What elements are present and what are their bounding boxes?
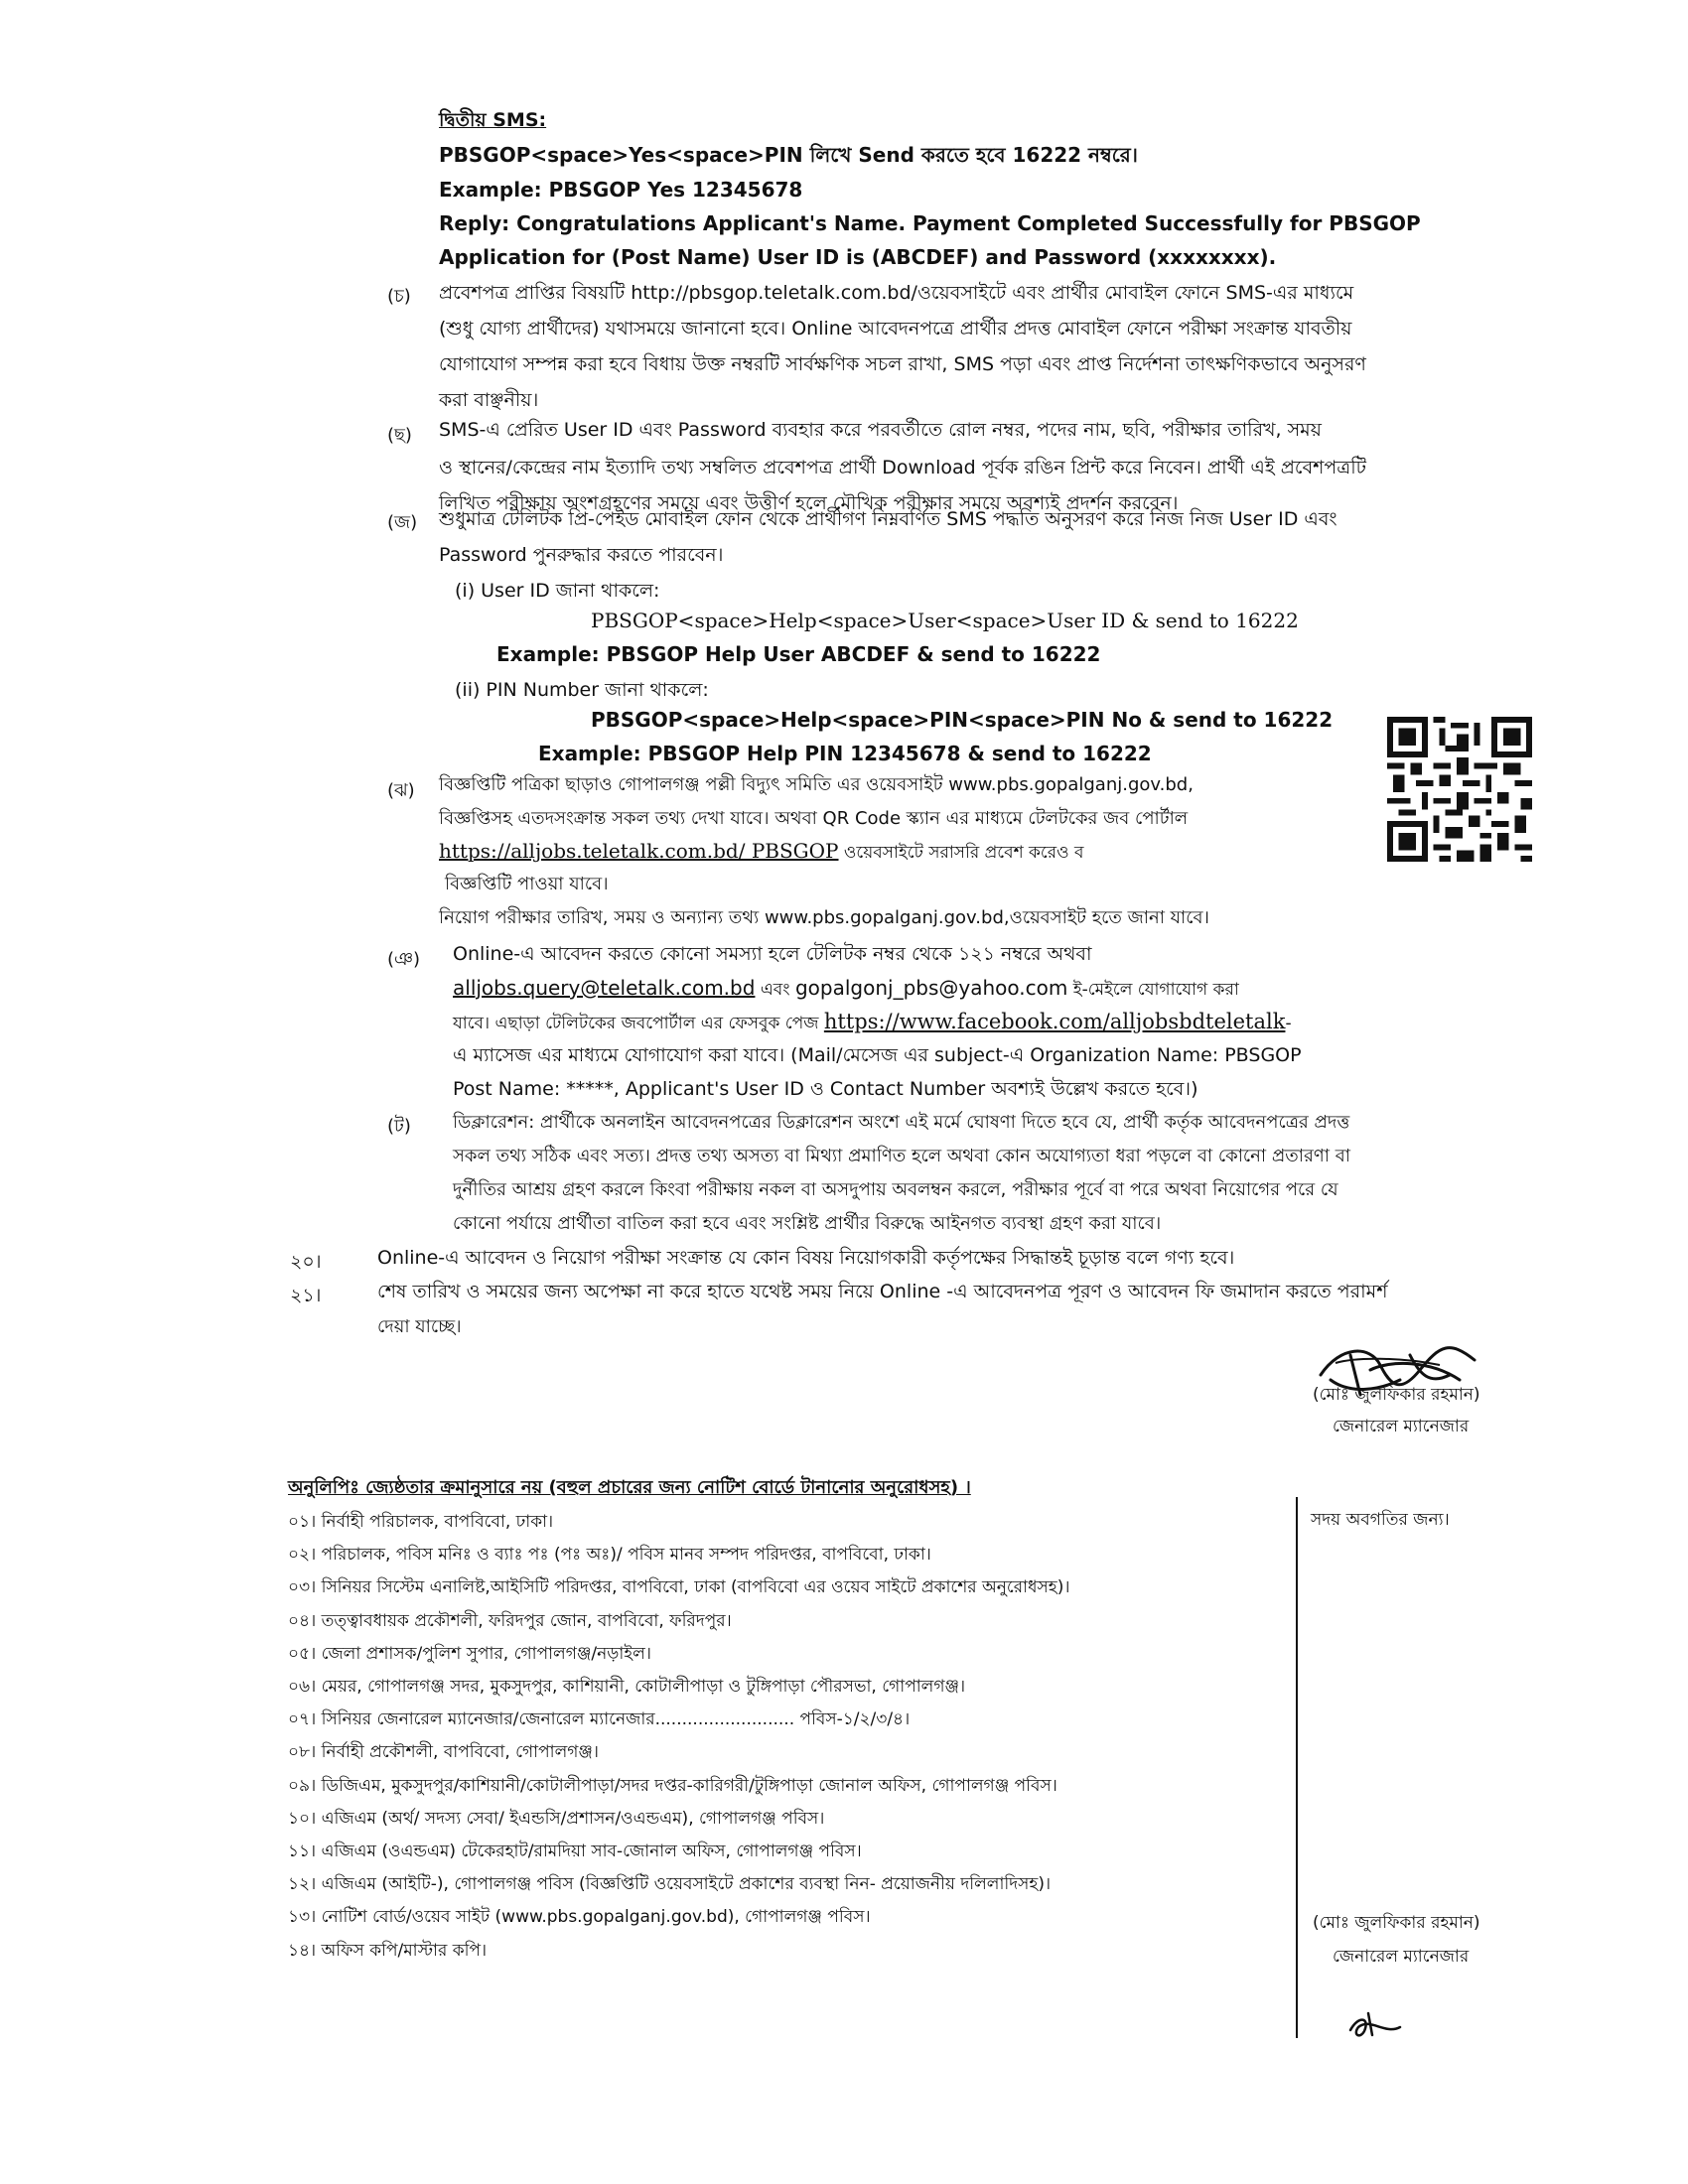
signature1-name: (মোঃ জুলফিকার রহমান): [1313, 1385, 1480, 1405]
item-nio-line3: [453, 1009, 1292, 1036]
item-nio-line4: এ ম্যাসেজ এর মাধ্যমে যোগাযোগ করা যাবে। (Mail/মেসেজ এর subject-এ Organization Name: PBSGOP: [453, 1044, 1302, 1066]
item-chha-marker: (ছ): [387, 425, 412, 446]
alljobs-portal-link[interactable]: https://alljobs.teletalk.com.bd/ PBSGOP: [439, 839, 839, 863]
second-sms-reply-2: Application for (Post Name) User ID is (ABCDEF) and Password (xxxxxxxx).: [439, 245, 1277, 269]
alljobs-query-email-link[interactable]: alljobs.query@teletalk.com.bd: [453, 976, 756, 1000]
item-jha-line5: নিয়োগ পরীক্ষার তারিখ, সময় ও অন্যান্য তথ্য www.pbs.gopalganj.gov.bd,ওয়েবসাইট হতে জানা যাবে।: [439, 907, 1209, 928]
item-ja-line2: Password পুনরুদ্ধার করতে পারবেন।: [439, 544, 724, 566]
copy-list-item: ১১। এজিএম (ওএন্ডএম) টেকেরহাট/রামদিয়া সাব-জোনাল অফিস, গোপালগঞ্জ পবিস।: [288, 1842, 862, 1861]
copy-list-item: ০৩। সিনিয়র সিস্টেম এনালিষ্ট,আইসিটি পরিদপ্তর, বাপবিবো, ঢাকা (বাপবিবো এর ওয়েব সাইটে প্রকাশের অনুরোধসহ)।: [288, 1577, 1070, 1598]
second-sms-heading: দ্বিতীয় SMS:: [439, 109, 547, 131]
item-nio-marker: (ঞ): [387, 949, 421, 970]
copy-list-item: ১৩। নোটিশ বোর্ড/ওয়েব সাইট (www.pbs.gopalganj.gov.bd), গোপালগঞ্জ পবিস।: [288, 1907, 871, 1928]
item-ja-sub2-example: Example: PBSGOP Help PIN 12345678 & send to 16222: [538, 742, 1152, 765]
qr-code-icon[interactable]: [1385, 717, 1534, 862]
copy-list-item: ০৪। তত্ত্বাবধায়ক প্রকৌশলী, ফরিদপুর জোন, বাপবিবো, ফরিদপুর।: [288, 1610, 732, 1631]
item-ja-sub1-command: PBSGOP<space>Help<space>User<space>User ID & send to 16222: [591, 609, 1299, 632]
item-chha-line3: লিখিত পরীক্ষায় অংশগ্রহণের সময়ে এবং উত্তীর্ণ হলে মৌখিক পরীক্ষার সময়ে অবশ্যই প্রদর্শন করবেন।: [439, 492, 1179, 514]
item-nio-line2-rest: ই-মেইলে যোগাযোগ করা: [1067, 980, 1239, 1000]
item-ja-sub1-label: (i) User ID জানা থাকলে:: [455, 580, 660, 602]
copy-list-divider: [1296, 1497, 1298, 2038]
item-jha-line1: বিজ্ঞপ্তিটি পত্রিকা ছাড়াও গোপালগঞ্জ পল্লী বিদ্যুৎ সমিতি এর ওয়েবসাইট www.pbs.gopalganj.gov.bd,: [439, 774, 1194, 795]
item-ja-line1: শুধুমাত্র টেলিটক প্রি-পেইড মোবাইল ফোন থেকে প্রার্থীগণ নিম্নবর্ণিত SMS পদ্ধতি অনুসরণ করে নিজ নিজ User ID এবং: [439, 508, 1337, 530]
item-cha-line4: করা বাঞ্ছনীয়।: [439, 389, 539, 411]
point-21-line2: দেয়া যাচ্ছে।: [377, 1316, 462, 1337]
copy-list-item: ০৮। নির্বাহী প্রকৌশলী, বাপবিবো, গোপালগঞ্জ।: [288, 1742, 599, 1763]
item-ta-line3: দুর্নীতির আশ্রয় গ্রহণ করলে কিংবা পরীক্ষায় নকল বা অসদুপায় অবলম্বন করলে, পরীক্ষার পূর্বে বা পরে অথবা নিয়োগের পরে যে: [453, 1179, 1338, 1200]
item-nio-line3-end: -: [1285, 1014, 1292, 1033]
item-chha-line1: SMS-এ প্রেরিত User ID এবং Password ব্যবহার করে পরবর্তীতে রোল নম্বর, পদের নাম, ছবি, পরীক্ষার তারিখ, সময়: [439, 419, 1322, 441]
item-cha-line3: যোগাযোগ সম্পন্ন করা হবে বিধায় উক্ত নম্বরটি সার্বক্ষণিক সচল রাখা, SMS পড়া এবং প্রাপ্ত নির্দেশনা তাৎক্ষণিকভাবে অনুসরণ: [439, 353, 1366, 375]
second-sms-reply-1: Reply: Congratulations Applicant's Name. Payment Completed Successfully for PBSGOP: [439, 211, 1421, 235]
item-ja-sub2-command: PBSGOP<space>Help<space>PIN<space>PIN No & send to 16222: [591, 708, 1334, 732]
second-sms-line: PBSGOP<space>Yes<space>PIN লিখে Send করতে হবে 16222 নম্বরে।: [439, 143, 1138, 167]
copy-list-item: ০৯। ডিজিএম, মুকসুদপুর/কাশিয়ানী/কোটালীপাড়া/সদর দপ্তর-কারিগরী/টুঙ্গিপাড়া জোনাল অফিস, গোপালগঞ্জ পবিস।: [288, 1775, 1057, 1796]
copy-list-item: ০৭। সিনিয়র জেনারেল ম্যানেজার/জেনারেল ম্যানেজার.......................... পবিস-১/২/৩/৪।: [288, 1709, 911, 1730]
item-cha-marker: (চ): [387, 286, 411, 307]
copy-list-item: ১০। এজিএম (অর্থ/ সদস্য সেবা/ ইএন্ডসি/প্রশাসন/ওএন্ডএম), গোপালগঞ্জ পবিস।: [288, 1808, 825, 1829]
initial-signature-image: [1340, 2005, 1410, 2045]
point-21-number: ২১।: [290, 1285, 322, 1306]
point-20-text: Online-এ আবেদন ও নিয়োগ পরীক্ষা সংক্রান্ত যে কোন বিষয় নিয়োগকারী কর্তৃপক্ষের সিদ্ধান্তই চূড়ান্ত বলে গণ্য হবে।: [377, 1247, 1235, 1269]
item-jha-line4: বিজ্ঞপ্তিটি পাওয়া যাবে।: [445, 874, 609, 894]
item-chha-line2: ও স্থানের/কেন্দ্রের নাম ইত্যাদি তথ্য সম্বলিত প্রবেশপত্র প্রার্থী Download পূর্বক রঙিন প্রিন্ট করে নিবেন। প্রার্থী এই প্রবেশপত্রটি: [439, 457, 1367, 478]
item-jha-line3-rest: ওয়েবসাইটে সরাসরি প্রবেশ করেও ব: [838, 843, 1084, 863]
copy-list-item: ০৬। মেয়র, গোপালগঞ্জ সদর, মুকসুদপুর, কাশিয়ানী, কোটালীপাড়া ও টুঙ্গিপাড়া পৌরসভা, গোপালগঞ্জ।: [288, 1677, 966, 1697]
item-ta-line4: কোনো পর্যায়ে প্রার্থীতা বাতিল করা হবে এবং সংশ্লিষ্ট প্রার্থীর বিরুদ্ধে আইনগত ব্যবস্থা গ্রহণ করা যাবে।: [453, 1213, 1162, 1234]
item-nio-line1: Online-এ আবেদন করতে কোনো সমস্যা হলে টেলিটক নম্বর থেকে ১২১ নম্বরে অথবা: [453, 943, 1092, 965]
second-sms-example: Example: PBSGOP Yes 12345678: [439, 178, 803, 202]
item-nio-line3-text: যাবে। এছাড়া টেলিটকের জবপোর্টাল এর ফেসবুক পেজ: [453, 1014, 824, 1033]
copy-list-item: ০১। নির্বাহী পরিচালক, বাপবিবো, ঢাকা।: [288, 1512, 554, 1532]
signature2-name: (মোঃ জুলফিকার রহমান): [1313, 1913, 1480, 1933]
item-jha-marker: (ঝ): [387, 780, 415, 801]
copy-list-item: ০৫। জেলা প্রশাসক/পুলিশ সুপার, গোপালগঞ্জ/নড়াইল।: [288, 1643, 651, 1664]
copy-list-side-note: সদয় অবগতির জন্য।: [1311, 1510, 1450, 1530]
point-20-number: ২০।: [290, 1251, 322, 1273]
signature2-title: জেনারেল ম্যানেজার: [1333, 1947, 1470, 1967]
item-jha-line2: বিজ্ঞপ্তিসহ এতদসংক্রান্ত সকল তথ্য দেখা যাবে। অথবা QR Code স্ক্যান এর মাধ্যমে টেলটকের জব পোর্টাল: [439, 808, 1189, 829]
signature1-title: জেনারেল ম্যানেজার: [1333, 1417, 1470, 1436]
item-ta-line1: ডিক্লারেশন: প্রার্থীকে অনলাইন আবেদনপত্রের ডিক্লারেশন অংশে এই মর্মে ঘোষণা দিতে হবে যে, প্রার্থী কর্তৃক আবেদনপত্রের প্রদত্ত: [453, 1112, 1350, 1133]
item-ta-line2: সকল তথ্য সঠিক এবং সত্য। প্রদত্ত তথ্য অসত্য বা মিথ্যা প্রমাণিত হলে অথবা কোন অযোগ্যতা ধরা পড়লে বা কোনো প্রতারণা বা: [453, 1146, 1350, 1166]
copy-list-item: ০২। পরিচালক, পবিস মনিঃ ও ব্যাঃ পঃ (পঃ অঃ)/ পবিস মানব সম্পদ পরিদপ্তর, বাপবিবো, ঢাকা।: [288, 1545, 931, 1566]
copy-list-item: ১৪। অফিস কপি/মাস্টার কপি।: [288, 1940, 488, 1961]
copy-list-item: ১২। এজিএম (আইটি-), গোপালগঞ্জ পবিস (বিজ্ঞপ্তিটি ওয়েবসাইটে প্রকাশের ব্যবস্থা নিন- প্রয়োজনীয় দলিলাদিসহ)।: [288, 1874, 1052, 1895]
item-ja-sub2-label: (ii) PIN Number জানা থাকলে:: [455, 679, 709, 701]
item-ja-sub1-example: Example: PBSGOP Help User ABCDEF & send to 16222: [496, 642, 1101, 666]
item-jha-line3: [439, 838, 1084, 866]
item-nio-line5: Post Name: *****, Applicant's User ID ও Contact Number অবশ্যই উল্লেখ করতে হবে।): [453, 1078, 1198, 1100]
copy-list-heading: অনুলিপিঃ জ্যেষ্ঠতার ক্রমানুসারে নয় (বহুল প্রচারের জন্য নোটিশ বোর্ডে টানানোর অনুরোধসহ) ।: [288, 1477, 971, 1498]
item-cha-line1: প্রবেশপত্র প্রাপ্তির বিষয়টি http://pbsgop.teletalk.com.bd/ওয়েবসাইটে এবং প্রার্থীর মোবাইল ফোনে SMS-এর মাধ্যমে: [439, 282, 1354, 304]
item-ta-marker: (ট): [387, 1116, 411, 1137]
facebook-page-link[interactable]: https://www.facebook.com/alljobsbdteletalk: [823, 1010, 1286, 1033]
gopalgonj-email-link[interactable]: gopalgonj_pbs@yahoo.com: [794, 976, 1068, 1000]
item-nio-line2: [453, 975, 1239, 1003]
item-ja-marker: (জ): [387, 512, 418, 533]
item-nio-line2-and: এবং: [755, 980, 795, 1000]
item-cha-line2: (শুধু যোগ্য প্রার্থীদের) যথাসময়ে জানানো হবে। Online আবেদনপত্রে প্রার্থীর প্রদত্ত মোবাইল ফোনে পরীক্ষা সংক্রান্ত যাবতীয়: [439, 318, 1352, 340]
point-21-line1: শেষ তারিখ ও সময়ের জন্য অপেক্ষা না করে হাতে যথেষ্ট সময় নিয়ে Online -এ আবেদনপত্র পূরণ ও আবেদন ফি জমাদান করতে পরামর্শ: [377, 1281, 1388, 1302]
